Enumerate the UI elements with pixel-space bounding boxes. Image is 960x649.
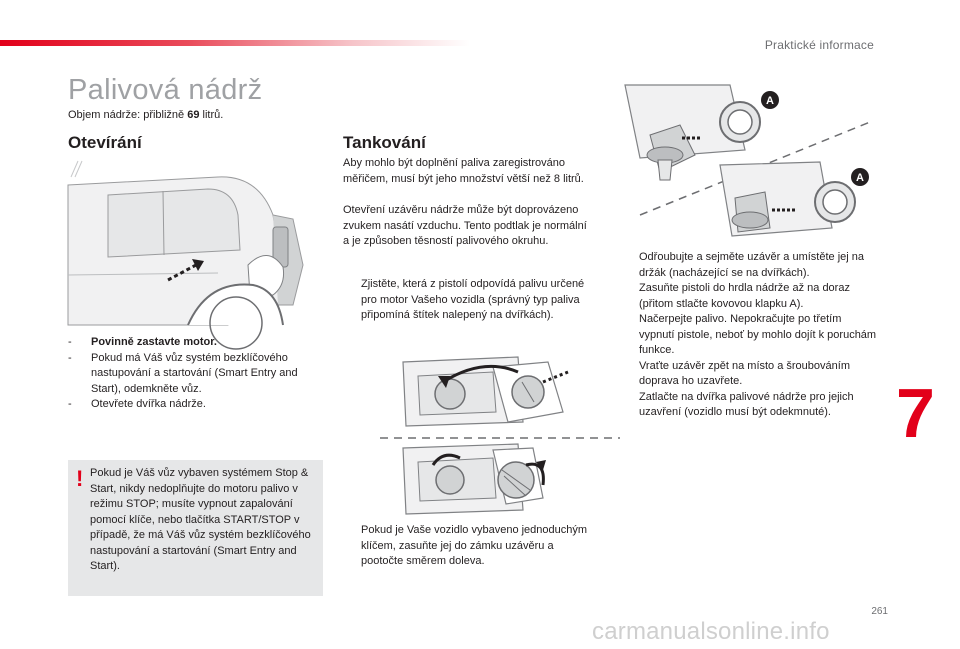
- chapter-number: 7: [896, 374, 935, 452]
- van-fuel-flap-illustration: [68, 155, 322, 325]
- opening-step: - Otevřete dvířka nádrže.: [68, 398, 206, 410]
- fuel-check-item: Zjistěte, která z pistolí odpovídá palivu určené pro motor Vašeho vozidla (správný typ paliva připomíná štítek nalepený na dvířkách).: [361, 278, 585, 321]
- refuelling-step: Zasuňte pistoli do hrdla nádrže až na doraz (přitom stlačte kovovou klapku A).: [639, 282, 850, 310]
- key-instruction-item: Pokud je Vaše vozidlo vybaveno jednoduchým klíčem, zasuňte jej do zámku uzávěru a pootočte směrem doleva.: [361, 524, 588, 567]
- callout-a-top: A: [766, 95, 774, 107]
- fuel-cap-open-illustration: [398, 352, 598, 430]
- capacity-value: 69: [187, 109, 200, 121]
- warning-icon: !: [76, 466, 84, 491]
- refuelling-step: Vraťte uzávěr zpět na místo a šroubováním doprava ho uzavřete.: [639, 359, 850, 387]
- fuel-nozzle-illustration: [620, 80, 880, 240]
- opening-step: - Povinně zastavte motor.: [68, 336, 217, 348]
- refuelling-step: Zatlačte na dvířka palivové nádrže pro jejich uzavření (vozidlo musí být odekmnuté).: [639, 390, 854, 418]
- refuelling-intro-2: Otevření uzávěru nádrže může být doprovázeno zvukem nasátí vzduchu. Tento podtlak je normální a je způsoben těsností palivového okruhu.: [343, 204, 587, 247]
- fuel-cap-key-illustration: [398, 440, 598, 518]
- watermark: carmanualsonline.info: [592, 618, 830, 645]
- refuelling-step: Načerpejte palivo. Nepokračujte po třetím vypnutí pistole, neboť by mohlo dojít k poruchám funkce.: [639, 313, 877, 356]
- warning-text: Pokud je Váš vůz vybaven systémem Stop & Start, nikdy nedoplňujte do motoru palivo v režimu STOP; musíte vypnout zapalování pomocí klíče, nebo tlačítka START/STOP v případě, že má Váš vůz systém bezklíčového nastupování a startování (Smart Entry and Start).: [90, 467, 311, 572]
- opening-heading: Otevírání: [68, 133, 142, 152]
- section-name: Praktické informace: [764, 38, 874, 52]
- page-number: 261: [871, 606, 888, 617]
- refuelling-intro-1: Aby mohlo být doplnění paliva zaregistrováno měřičem, musí být jeho množství větší než 8 litrů.: [343, 157, 584, 185]
- callout-a-bottom: A: [856, 172, 864, 184]
- header-accent-bar: [0, 40, 470, 46]
- opening-step: - Pokud má Váš vůz systém bezklíčového nastupování a startování (Smart Entry and Start), odemkněte vůz.: [68, 351, 298, 395]
- page-title: Palivová nádrž: [68, 74, 263, 106]
- opening-steps: [68, 335, 323, 413]
- refuelling-steps: [621, 250, 879, 421]
- warning-box: [68, 460, 323, 596]
- refuelling-step: Odřoubujte a sejměte uzávěr a umístěte jej na držák (nacházející se na dvířkách).: [639, 251, 865, 279]
- refuelling-heading: Tankování: [343, 133, 426, 152]
- separator-dashed-line: [380, 437, 620, 439]
- tank-capacity: Objem nádrže: přibližně 69 litrů.: [68, 109, 224, 121]
